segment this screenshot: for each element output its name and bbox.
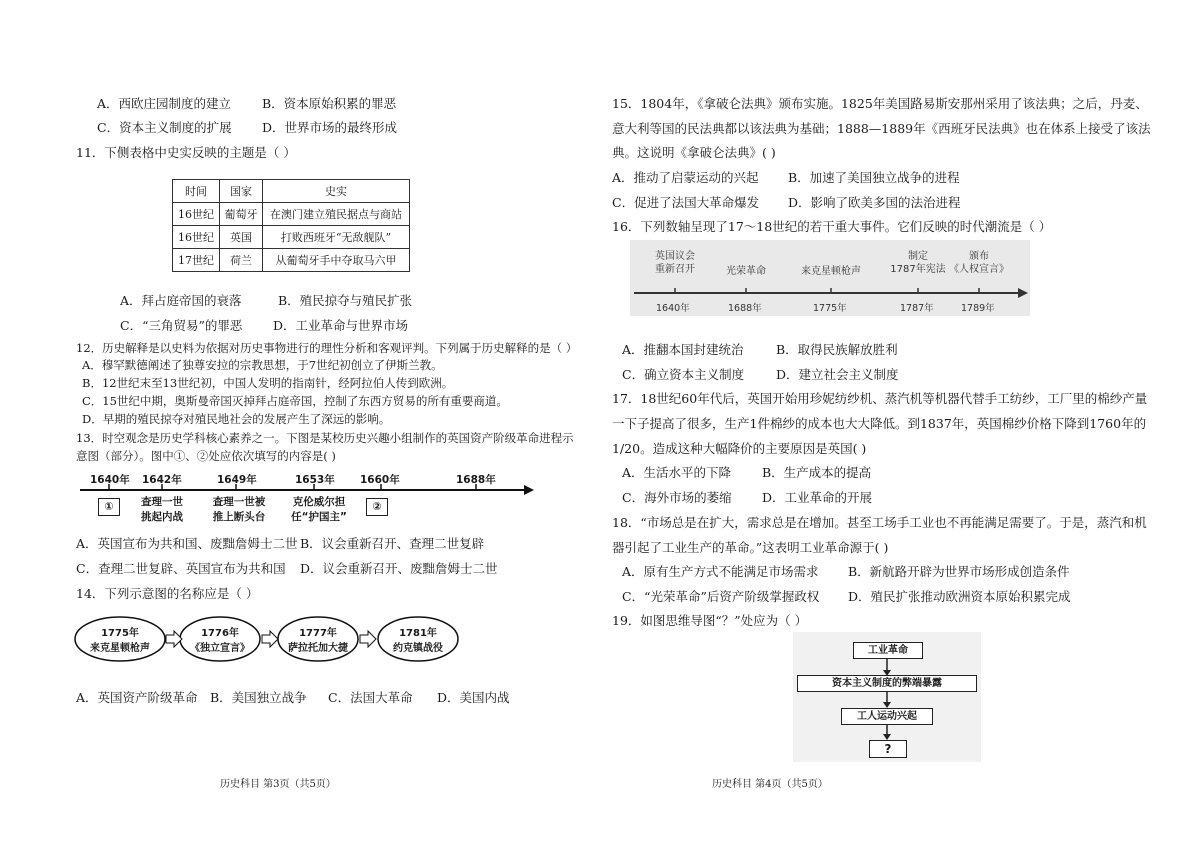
q13-option-b: B．议会重新召开、查理二世复辟	[300, 536, 485, 551]
node-year: 1781年	[399, 628, 437, 639]
timeline-year: 1640年	[90, 474, 130, 486]
q11-option-b: B．殖民掠夺与殖民扩张	[278, 293, 413, 308]
q16-timeline	[630, 240, 1030, 316]
mindmap-box-labor-movement: 工人运动兴起	[841, 708, 933, 725]
flow-node	[380, 624, 456, 654]
table-header: 史实	[263, 180, 410, 203]
flow-node	[182, 624, 258, 654]
q11-table	[172, 179, 410, 272]
timeline-event	[946, 250, 1012, 276]
timeline-event	[282, 494, 356, 524]
timeline-event	[134, 494, 190, 524]
event-line: 制定	[908, 251, 928, 262]
event-line: 查理一世被	[212, 496, 266, 508]
event-line: 任“护国主”	[291, 511, 347, 523]
timeline-axis	[630, 286, 1030, 300]
q19-stem: 19．如图思维导图“？”处应为（ ）	[612, 613, 808, 628]
q10-option-d: D．世界市场的最终形成	[262, 120, 398, 135]
q13-option-c: C．查理二世复辟、英国宣布为共和国	[76, 561, 286, 576]
page-footer-right: 历史科目 第4页（共5页）	[712, 779, 828, 790]
q12-stem: 12．历史解释是以史料为依据对历史事物进行的理性分析和客观评判。下列属于历史解释的是（ ）	[76, 341, 578, 355]
q19-mindmap	[793, 632, 981, 762]
q11-stem: 11．下侧表格中史实反映的主题是（ ）	[76, 145, 296, 160]
table-header: 时间	[173, 180, 220, 203]
table-header-row	[173, 180, 410, 203]
q13-option-d: D．议会重新召开、废黜詹姆士二世	[300, 561, 498, 576]
timeline-event	[204, 494, 274, 524]
node-label: 来克星顿枪声	[90, 643, 150, 654]
q10-option-a: A．西欧庄园制度的建立	[97, 96, 232, 111]
blank-box-2: ②	[366, 498, 388, 516]
q13-option-a: A．英国宣布为共和国、废黜詹姆士二世	[76, 536, 298, 551]
table-cell: 从葡萄牙手中夺取马六甲	[263, 249, 410, 272]
q18-option-d: D．殖民扩张推动欧洲资本原始积累完成	[848, 589, 1071, 604]
q17-option-a: A．生活水平的下降	[622, 465, 732, 480]
q15-line2: 意大利等国的民法典都以该法典为基础；1888—1889年《西班牙民法典》也在体系上接受了该法	[612, 121, 1151, 136]
table-cell: 荷兰	[220, 249, 263, 272]
q10-option-b: B．资本原始积累的罪恶	[262, 96, 397, 111]
q18-option-b: B．新航路开辟为世界市场形成创造条件	[848, 564, 1070, 579]
timeline-year: 1688年	[728, 303, 762, 314]
page-footer-left: 历史科目 第3页（共5页）	[220, 779, 336, 790]
q17-line3: 1/20。造成这种大幅降价的主要原因是英国( )	[612, 441, 867, 456]
q18-line2: 器引起了工业生产的革命。”这表明工业革命源于( )	[612, 540, 889, 555]
event-line: 1787年宪法	[890, 264, 946, 275]
q18-option-c: C．“光荣革命”后资产阶级掌握政权	[622, 589, 820, 604]
event-line: 克伦威尔担	[292, 496, 346, 508]
q16-option-d: D．建立社会主义制度	[776, 367, 899, 382]
table-cell: 打败西班牙“无敌舰队”	[263, 226, 410, 249]
q13-stem-line2: 意图（部分）。图中①、②处应依次填写的内容是( )	[76, 449, 336, 463]
q14-option-d: D．美国内战	[437, 690, 510, 705]
q15-option-b: B．加速了美国独立战争的进程	[788, 170, 960, 185]
q17-option-d: D．工业革命的开展	[762, 490, 873, 505]
flow-node	[280, 624, 356, 654]
q11-option-a: A．拜占庭帝国的衰落	[120, 293, 242, 308]
q16-option-b: B．取得民族解放胜利	[776, 342, 898, 357]
q12-option-c: C．15世纪中期，奥斯曼帝国灭掉拜占庭帝国，控制了东西方贸易的所有重要商道。	[82, 394, 508, 408]
q16-option-a: A．推翻本国封建统治	[622, 342, 744, 357]
node-year: 1776年	[201, 628, 239, 639]
table-row	[173, 249, 410, 272]
event-line: 查理一世	[141, 496, 183, 508]
q14-option-b: B．美国独立战争	[210, 690, 307, 705]
node-label: 约克镇战役	[393, 643, 443, 654]
blank-box-1: ①	[98, 498, 120, 516]
timeline-year: 1775年	[813, 303, 847, 314]
node-year: 1777年	[299, 628, 337, 639]
table-cell: 17世纪	[173, 249, 220, 272]
table-cell: 英国	[220, 226, 263, 249]
q12-option-b: B．12世纪末至13世纪初，中国人发明的指南针，经阿拉伯人传到欧洲。	[82, 376, 454, 390]
table-cell: 16世纪	[173, 226, 220, 249]
timeline-year: 1653年	[295, 474, 335, 486]
q16-option-c: C．确立资本主义制度	[622, 367, 745, 382]
q12-option-a: A．穆罕默德阐述了独尊安拉的宗教思想，于7世纪初创立了伊斯兰教。	[82, 358, 443, 372]
q17-option-c: C．海外市场的萎缩	[622, 490, 732, 505]
q17-option-b: B．生产成本的提高	[762, 465, 872, 480]
q14-stem: 14．下列示意图的名称应是（ ）	[76, 586, 259, 601]
node-label: 萨拉托加大捷	[288, 643, 348, 654]
q16-stem: 16．下列数轴呈现了17～18世纪的若干重大事件。它们反映的时代潮流是（ ）	[612, 219, 1052, 234]
table-cell: 葡萄牙	[220, 203, 263, 226]
table-row	[173, 226, 410, 249]
mindmap-box-question: ?	[869, 740, 907, 758]
q15-line1: 15．1804年，《拿破仑法典》颁布实施。1825年美国路易斯安那州采用了该法典；之后，丹麦、	[612, 96, 1148, 111]
flow-node	[80, 624, 160, 654]
q14-option-c: C．法国大革命	[328, 690, 413, 705]
mindmap-box-capitalism-flaws: 资本主义制度的弊端暴露	[797, 675, 977, 692]
event-line: 挑起内战	[141, 511, 183, 523]
event-line: 《人权宣言》	[949, 264, 1009, 275]
event-line: 颁布	[969, 251, 989, 262]
q11-option-d: D．工业革命与世界市场	[273, 318, 409, 333]
q17-line1: 17．18世纪60年代后，英国开始用珍妮纺纱机、蒸汽机等机器代替手工纺纱，工厂里的棉纱产量	[612, 391, 1148, 406]
q18-option-a: A．原有生产方式不能满足市场需求	[622, 564, 819, 579]
q13-stem-line1: 13．时空观念是历史学科核心素养之一。下图是某校历史兴趣小组制作的英国资产阶级革命进程示	[76, 431, 574, 445]
q17-line2: 一下子提高了很多，生产1件棉纱的成本也大大降低。到1837年，英国棉纱价格下降到1760年的	[612, 416, 1147, 431]
node-year: 1775年	[101, 628, 139, 639]
q10-option-c: C．资本主义制度的扩展	[97, 120, 232, 135]
timeline-year: 1649年	[217, 474, 257, 486]
table-header: 国家	[220, 180, 263, 203]
event-line: 推上断头台	[212, 511, 266, 523]
table-row	[173, 203, 410, 226]
q15-option-c: C．促进了法国大革命爆发	[612, 195, 760, 210]
timeline-year: 1787年	[900, 303, 934, 314]
event-line: 重新召开	[655, 264, 695, 275]
q15-option-d: D．影响了欧美多国的法治进程	[788, 195, 961, 210]
q14-option-a: A．英国资产阶级革命	[76, 690, 198, 705]
timeline-year: 1660年	[360, 474, 400, 486]
timeline-year: 1789年	[961, 303, 995, 314]
event-line: 英国议会	[655, 251, 695, 262]
timeline-event: 光荣革命	[726, 266, 766, 277]
timeline-event	[635, 250, 715, 276]
timeline-year: 1642年	[142, 474, 182, 486]
timeline-year: 1640年	[656, 303, 690, 314]
q11-option-c: C．“三角贸易”的罪恶	[120, 318, 243, 333]
table-cell: 16世纪	[173, 203, 220, 226]
mindmap-box-industrial-revolution: 工业革命	[853, 642, 923, 659]
q15-option-a: A．推动了启蒙运动的兴起	[612, 170, 759, 185]
timeline-year: 1688年	[456, 474, 496, 486]
q15-line3: 典。这说明《拿破仑法典》( )	[612, 145, 776, 160]
table-cell: 在澳门建立殖民据点与商站	[263, 203, 410, 226]
node-label: 《独立宣言》	[190, 643, 250, 654]
timeline-event: 来克星顿枪声	[801, 266, 861, 277]
q12-option-d: D．早期的殖民掠夺对殖民地社会的发展产生了深远的影响。	[82, 412, 391, 426]
q18-line1: 18．“市场总是在扩大，需求总是在增加。甚至工场手工业也不再能满足需要了。于是，蒸汽和机	[612, 515, 1147, 530]
